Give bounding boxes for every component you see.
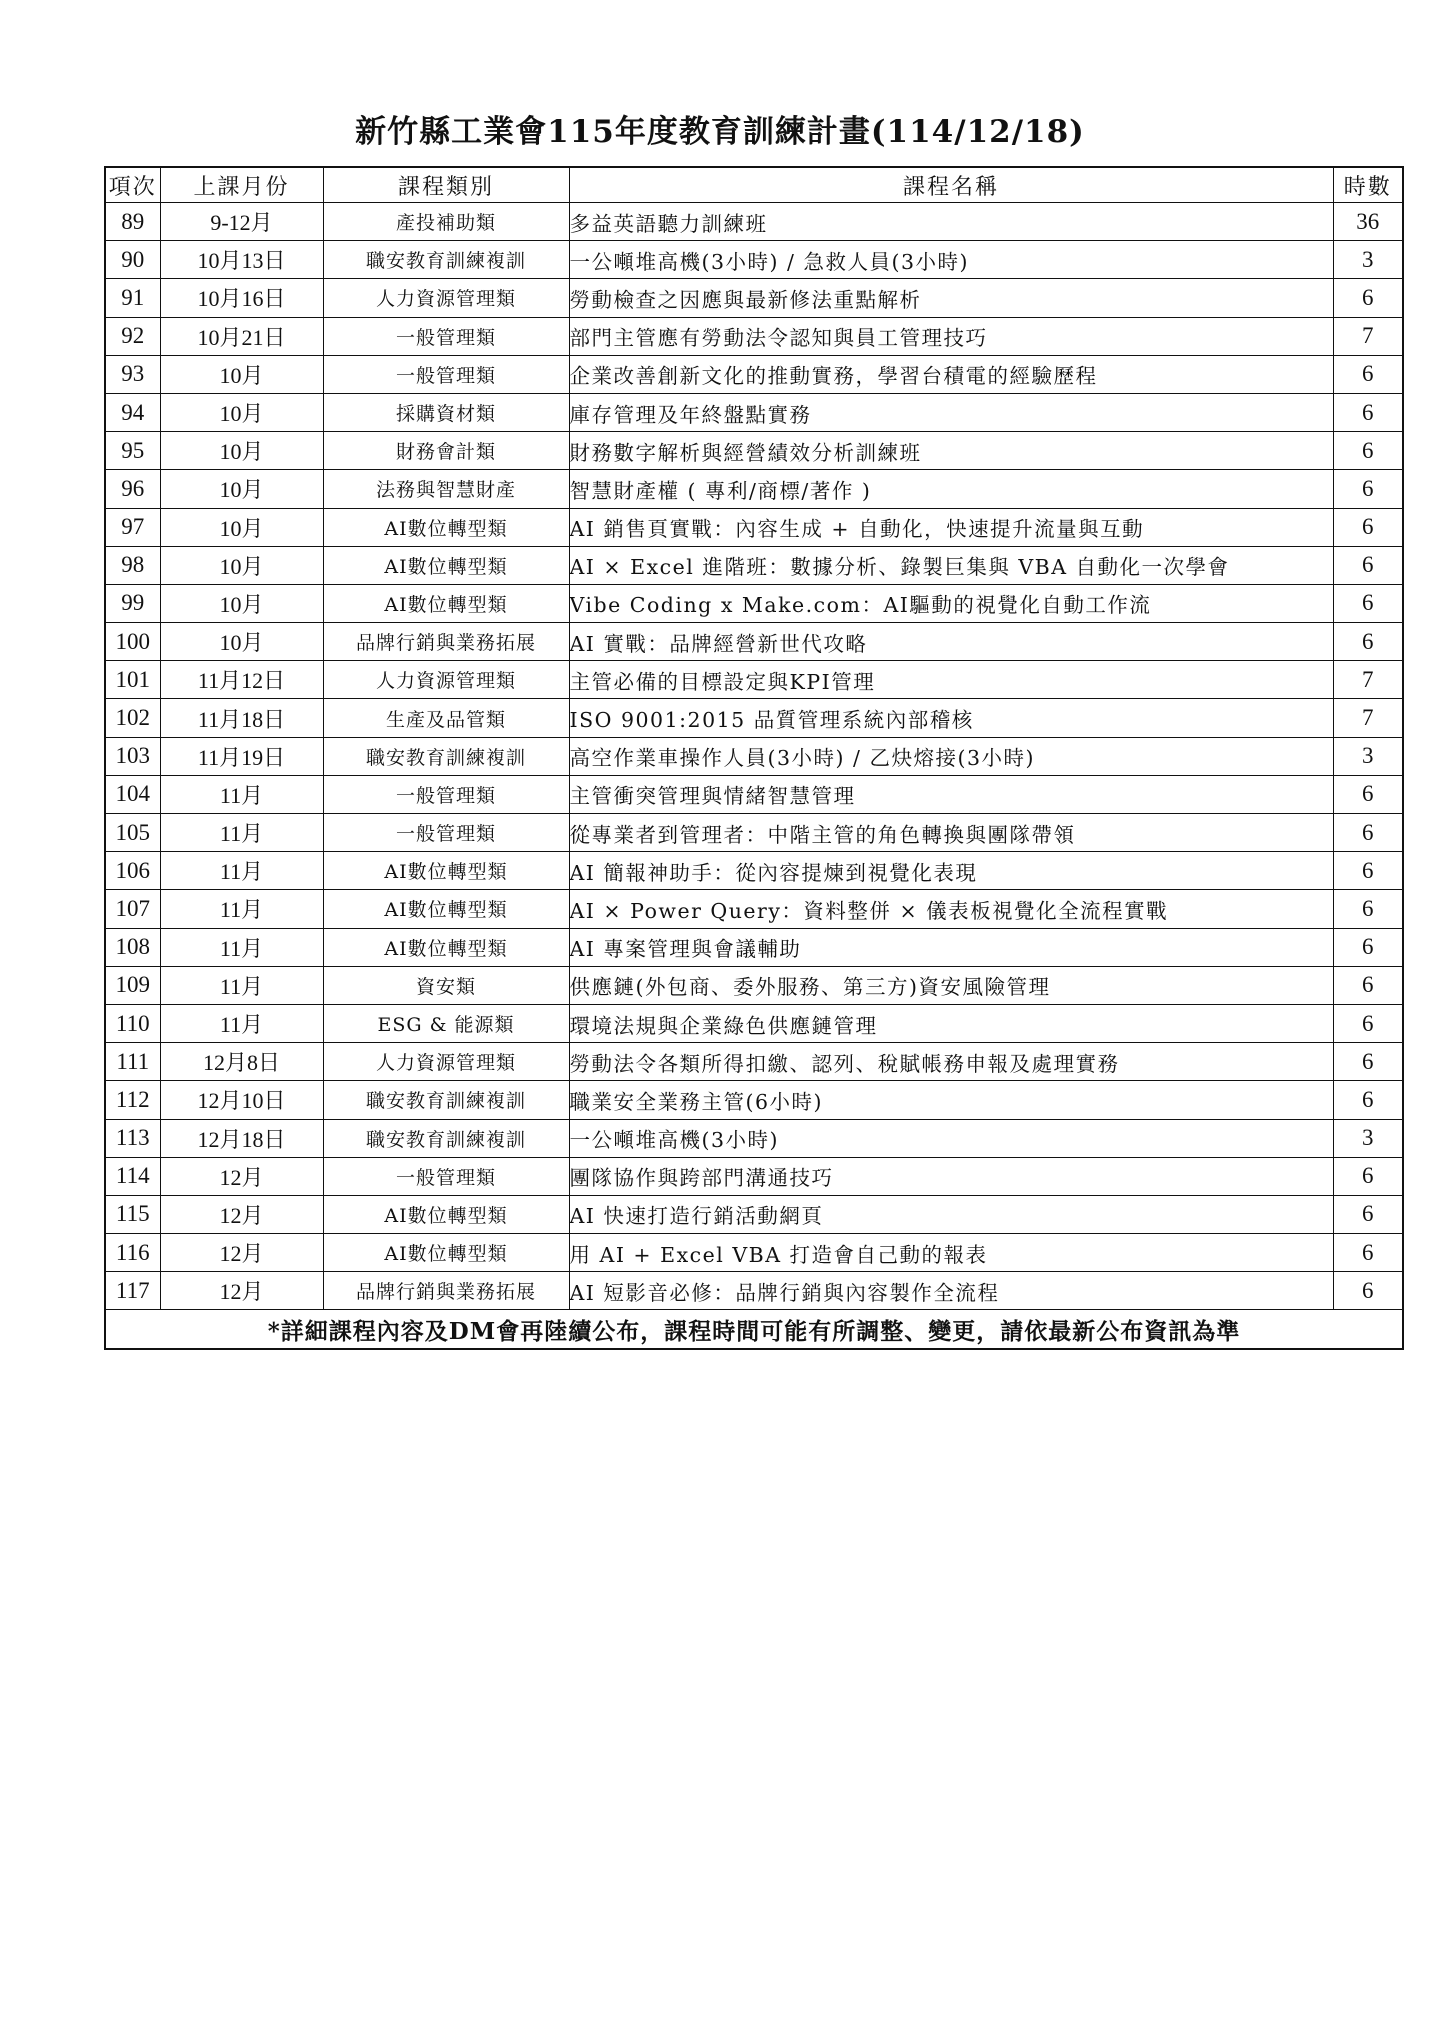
row-course-name: 從專業者到管理者：中階主管的角色轉換與團隊帶領 <box>569 814 1333 852</box>
table-row <box>105 623 1403 661</box>
row-no: 117 <box>105 1272 160 1310</box>
row-no: 90 <box>105 241 160 279</box>
table-row <box>105 1081 1403 1119</box>
row-course-name: 供應鏈(外包商、委外服務、第三方)資安風險管理 <box>569 966 1333 1004</box>
row-no: 107 <box>105 890 160 928</box>
table-row <box>105 1043 1403 1081</box>
row-category: AI數位轉型類 <box>323 928 569 966</box>
row-hours: 7 <box>1333 661 1403 699</box>
row-month: 11月 <box>160 814 323 852</box>
row-category: 一般管理類 <box>323 355 569 393</box>
row-course-name: 庫存管理及年終盤點實務 <box>569 393 1333 431</box>
table-row <box>105 1157 1403 1195</box>
table-body <box>105 203 1403 1310</box>
row-month: 10月16日 <box>160 279 323 317</box>
table-row <box>105 1272 1403 1310</box>
row-hours: 7 <box>1333 699 1403 737</box>
row-category: 一般管理類 <box>323 814 569 852</box>
row-month: 12月 <box>160 1272 323 1310</box>
table-row <box>105 737 1403 775</box>
row-category: 財務會計類 <box>323 432 569 470</box>
table-row <box>105 1004 1403 1042</box>
row-course-name: 多益英語聽力訓練班 <box>569 203 1333 241</box>
row-no: 112 <box>105 1081 160 1119</box>
row-hours: 6 <box>1333 966 1403 1004</box>
row-no: 108 <box>105 928 160 966</box>
row-course-name: 財務數字解析與經營績效分析訓練班 <box>569 432 1333 470</box>
row-course-name: AI 快速打造行銷活動網頁 <box>569 1195 1333 1233</box>
row-course-name: 勞動法令各類所得扣繳、認列、稅賦帳務申報及處理實務 <box>569 1043 1333 1081</box>
row-hours: 6 <box>1333 928 1403 966</box>
row-category: 品牌行銷與業務拓展 <box>323 623 569 661</box>
row-hours: 6 <box>1333 584 1403 622</box>
row-hours: 7 <box>1333 317 1403 355</box>
row-hours: 6 <box>1333 1004 1403 1042</box>
row-category: AI數位轉型類 <box>323 1195 569 1233</box>
row-month: 11月18日 <box>160 699 323 737</box>
row-course-name: 職業安全業務主管(6小時) <box>569 1081 1333 1119</box>
row-category: 生產及品管類 <box>323 699 569 737</box>
row-course-name: ISO 9001:2015 品質管理系統內部稽核 <box>569 699 1333 737</box>
row-course-name: 主管衝突管理與情緒智慧管理 <box>569 775 1333 813</box>
row-category: 一般管理類 <box>323 1157 569 1195</box>
row-no: 100 <box>105 623 160 661</box>
row-course-name: AI 實戰：品牌經營新世代攻略 <box>569 623 1333 661</box>
row-month: 12月 <box>160 1195 323 1233</box>
row-month: 10月 <box>160 432 323 470</box>
row-course-name: 主管必備的目標設定與KPI管理 <box>569 661 1333 699</box>
table-row <box>105 279 1403 317</box>
row-course-name: 勞動檢查之因應與最新修法重點解析 <box>569 279 1333 317</box>
row-hours: 6 <box>1333 775 1403 813</box>
row-hours: 6 <box>1333 1195 1403 1233</box>
table-row <box>105 508 1403 546</box>
row-month: 10月 <box>160 393 323 431</box>
row-hours: 6 <box>1333 355 1403 393</box>
row-no: 103 <box>105 737 160 775</box>
row-no: 114 <box>105 1157 160 1195</box>
row-category: 法務與智慧財產 <box>323 470 569 508</box>
row-hours: 6 <box>1333 279 1403 317</box>
header-no: 項次 <box>105 167 160 203</box>
table-row <box>105 661 1403 699</box>
page-title: 新竹縣工業會115年度教育訓練計畫(114/12/18) <box>355 114 1085 150</box>
row-category: 職安教育訓練複訓 <box>323 1081 569 1119</box>
row-category: 品牌行銷與業務拓展 <box>323 1272 569 1310</box>
row-hours: 3 <box>1333 737 1403 775</box>
row-hours: 3 <box>1333 241 1403 279</box>
row-month: 11月 <box>160 890 323 928</box>
row-no: 101 <box>105 661 160 699</box>
row-no: 89 <box>105 203 160 241</box>
row-hours: 6 <box>1333 1043 1403 1081</box>
row-hours: 6 <box>1333 623 1403 661</box>
row-category: 人力資源管理類 <box>323 1043 569 1081</box>
table-row <box>105 1195 1403 1233</box>
row-no: 91 <box>105 279 160 317</box>
row-month: 10月 <box>160 470 323 508</box>
header-month: 上課月份 <box>160 167 323 203</box>
row-hours: 6 <box>1333 508 1403 546</box>
row-hours: 6 <box>1333 1081 1403 1119</box>
row-no: 94 <box>105 393 160 431</box>
row-no: 95 <box>105 432 160 470</box>
row-no: 113 <box>105 1119 160 1157</box>
row-category: 一般管理類 <box>323 317 569 355</box>
row-month: 11月 <box>160 1004 323 1042</box>
row-hours: 6 <box>1333 432 1403 470</box>
row-category: 人力資源管理類 <box>323 661 569 699</box>
row-course-name: 一公噸堆高機(3小時) / 急救人員(3小時) <box>569 241 1333 279</box>
row-month: 12月 <box>160 1234 323 1272</box>
row-month: 10月13日 <box>160 241 323 279</box>
row-hours: 36 <box>1333 203 1403 241</box>
row-category: 採購資材類 <box>323 393 569 431</box>
row-course-name: 團隊協作與跨部門溝通技巧 <box>569 1157 1333 1195</box>
row-hours: 6 <box>1333 393 1403 431</box>
row-course-name: 高空作業車操作人員(3小時) / 乙炔熔接(3小時) <box>569 737 1333 775</box>
row-no: 105 <box>105 814 160 852</box>
row-hours: 6 <box>1333 890 1403 928</box>
row-month: 10月 <box>160 623 323 661</box>
row-no: 92 <box>105 317 160 355</box>
row-hours: 6 <box>1333 470 1403 508</box>
row-no: 97 <box>105 508 160 546</box>
table-row <box>105 890 1403 928</box>
row-no: 93 <box>105 355 160 393</box>
header-hours: 時數 <box>1333 167 1403 203</box>
footnote-row <box>105 1310 1403 1349</box>
table-row <box>105 1119 1403 1157</box>
header-course-name: 課程名稱 <box>569 167 1333 203</box>
row-category: ESG & 能源類 <box>323 1004 569 1042</box>
row-no: 116 <box>105 1234 160 1272</box>
row-course-name: AI 銷售頁實戰：內容生成 + 自動化，快速提升流量與互動 <box>569 508 1333 546</box>
table-row <box>105 355 1403 393</box>
row-category: 人力資源管理類 <box>323 279 569 317</box>
table-row <box>105 317 1403 355</box>
header-category: 課程類別 <box>323 167 569 203</box>
table-header-row <box>105 167 1403 203</box>
row-month: 10月21日 <box>160 317 323 355</box>
table-row <box>105 432 1403 470</box>
row-course-name: 智慧財產權 ( 專利/商標/著作 ) <box>569 470 1333 508</box>
table-row <box>105 546 1403 584</box>
row-month: 11月12日 <box>160 661 323 699</box>
row-hours: 6 <box>1333 1272 1403 1310</box>
table-row <box>105 584 1403 622</box>
row-no: 110 <box>105 1004 160 1042</box>
row-course-name: AI × Power Query：資料整併 × 儀表板視覺化全流程實戰 <box>569 890 1333 928</box>
row-course-name: AI × Excel 進階班：數據分析、錄製巨集與 VBA 自動化一次學會 <box>569 546 1333 584</box>
row-category: AI數位轉型類 <box>323 508 569 546</box>
row-course-name: 一公噸堆高機(3小時) <box>569 1119 1333 1157</box>
row-hours: 6 <box>1333 546 1403 584</box>
row-category: AI數位轉型類 <box>323 546 569 584</box>
training-plan-table <box>104 166 1404 1350</box>
row-month: 12月10日 <box>160 1081 323 1119</box>
row-course-name: 部門主管應有勞動法令認知與員工管理技巧 <box>569 317 1333 355</box>
table-row <box>105 1234 1403 1272</box>
row-hours: 6 <box>1333 852 1403 890</box>
row-no: 99 <box>105 584 160 622</box>
row-course-name: 環境法規與企業綠色供應鏈管理 <box>569 1004 1333 1042</box>
row-month: 10月 <box>160 508 323 546</box>
row-category: AI數位轉型類 <box>323 852 569 890</box>
row-hours: 6 <box>1333 1234 1403 1272</box>
row-hours: 3 <box>1333 1119 1403 1157</box>
row-hours: 6 <box>1333 1157 1403 1195</box>
row-course-name: AI 簡報神助手：從內容提煉到視覺化表現 <box>569 852 1333 890</box>
table-row <box>105 852 1403 890</box>
table-row <box>105 241 1403 279</box>
row-month: 9-12月 <box>160 203 323 241</box>
row-category: 職安教育訓練複訓 <box>323 241 569 279</box>
row-month: 12月8日 <box>160 1043 323 1081</box>
row-month: 10月 <box>160 546 323 584</box>
row-no: 111 <box>105 1043 160 1081</box>
row-no: 106 <box>105 852 160 890</box>
table-row <box>105 699 1403 737</box>
row-no: 115 <box>105 1195 160 1233</box>
row-no: 96 <box>105 470 160 508</box>
row-month: 11月 <box>160 966 323 1004</box>
table-row <box>105 470 1403 508</box>
row-category: 職安教育訓練複訓 <box>323 737 569 775</box>
row-month: 11月 <box>160 775 323 813</box>
row-no: 104 <box>105 775 160 813</box>
row-category: 一般管理類 <box>323 775 569 813</box>
table-row <box>105 928 1403 966</box>
row-month: 12月 <box>160 1157 323 1195</box>
row-course-name: 用 AI + Excel VBA 打造會自己動的報表 <box>569 1234 1333 1272</box>
table-row <box>105 775 1403 813</box>
row-no: 98 <box>105 546 160 584</box>
table-row <box>105 393 1403 431</box>
row-category: AI數位轉型類 <box>323 1234 569 1272</box>
table-row <box>105 814 1403 852</box>
row-month: 10月 <box>160 355 323 393</box>
row-category: 職安教育訓練複訓 <box>323 1119 569 1157</box>
row-month: 11月 <box>160 928 323 966</box>
table-row <box>105 203 1403 241</box>
row-category: AI數位轉型類 <box>323 584 569 622</box>
row-month: 11月 <box>160 852 323 890</box>
row-category: 資安類 <box>323 966 569 1004</box>
row-course-name: 企業改善創新文化的推動實務，學習台積電的經驗歷程 <box>569 355 1333 393</box>
row-course-name: AI 短影音必修：品牌行銷與內容製作全流程 <box>569 1272 1333 1310</box>
row-month: 12月18日 <box>160 1119 323 1157</box>
row-category: AI數位轉型類 <box>323 890 569 928</box>
row-course-name: Vibe Coding x Make.com：AI驅動的視覺化自動工作流 <box>569 584 1333 622</box>
row-month: 10月 <box>160 584 323 622</box>
row-no: 109 <box>105 966 160 1004</box>
row-category: 產投補助類 <box>323 203 569 241</box>
row-course-name: AI 專案管理與會議輔助 <box>569 928 1333 966</box>
row-hours: 6 <box>1333 814 1403 852</box>
row-no: 102 <box>105 699 160 737</box>
footnote: *詳細課程內容及DM會再陸續公布，課程時間可能有所調整、變更，請依最新公布資訊為準 <box>105 1310 1403 1349</box>
table-row <box>105 966 1403 1004</box>
row-month: 11月19日 <box>160 737 323 775</box>
